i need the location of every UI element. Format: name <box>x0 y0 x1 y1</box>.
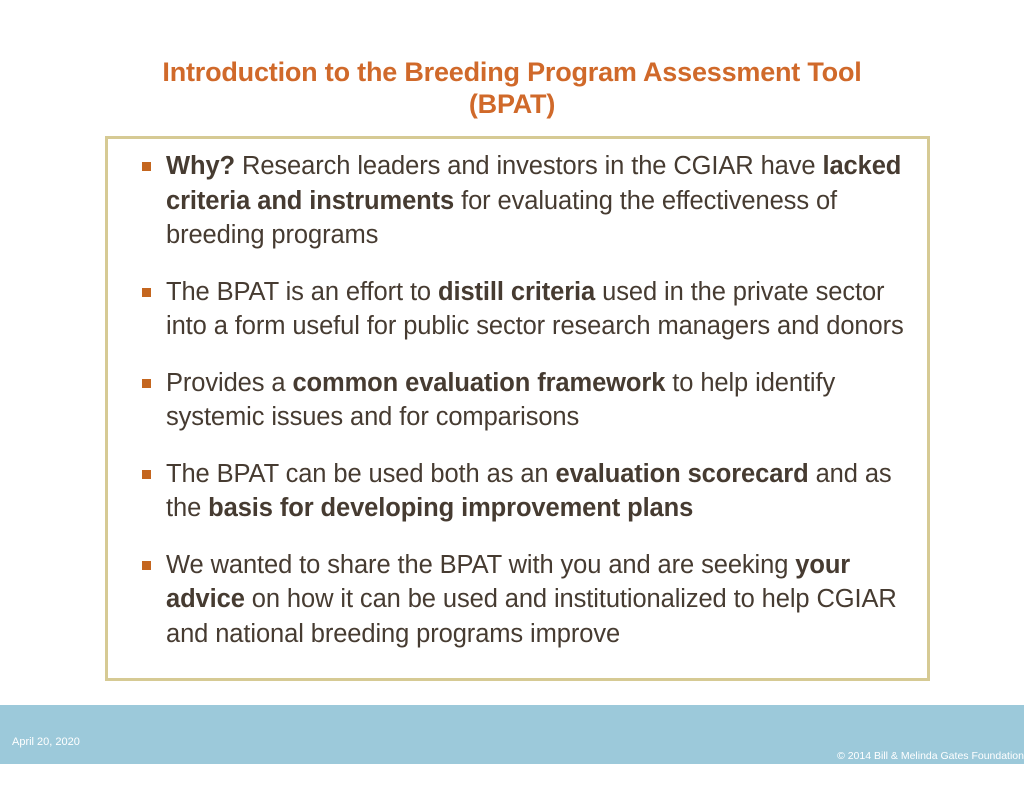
emphasis-text: common evaluation framework <box>292 368 666 397</box>
bullet-square-icon <box>142 288 151 297</box>
emphasis-text: lacked criteria and instruments <box>166 152 902 215</box>
list-item <box>126 149 913 253</box>
list-item-text <box>166 460 892 523</box>
emphasis-text: distill criteria <box>438 277 596 306</box>
body-text: and as the <box>166 459 892 522</box>
body-text: on how it can be used and institutionalized to help CGIAR and national breeding programs improve <box>166 585 897 648</box>
list-item <box>126 275 913 344</box>
emphasis-text: Why? <box>166 152 236 180</box>
page-title-line-2: (BPAT) <box>468 89 556 119</box>
body-text: Provides a <box>166 368 293 397</box>
body-text: We wanted to share the BPAT with you and are seeking <box>166 550 796 579</box>
bullet-square-icon <box>142 162 151 171</box>
list-item-text <box>166 278 904 341</box>
body-text: The BPAT can be used both as an <box>166 459 556 488</box>
footer-copyright-text: © 2014 Bill & Melinda Gates Foundation <box>837 750 1024 762</box>
footer-slide-number: 0 <box>837 778 843 790</box>
page-title-line-1: Introduction to the Breeding Program Assessment Tool <box>162 57 862 87</box>
footer-copyright <box>820 735 1024 805</box>
list-item <box>126 548 913 652</box>
emphasis-text: basis for developing improvement plans <box>208 494 694 522</box>
body-text: for evaluating the effectiveness of breeding programs <box>166 186 838 249</box>
body-text: Research leaders and investors in the CGIAR have <box>235 152 823 180</box>
body-text: used in the private sector into a form useful for public sector research managers and donors <box>166 277 904 340</box>
emphasis-text: evaluation scorecard <box>555 459 809 488</box>
content-box <box>105 136 930 681</box>
bullet-square-icon <box>142 379 151 388</box>
footer-date: April 20, 2020 <box>12 736 80 748</box>
list-item-text <box>166 551 897 648</box>
body-text: to help identify systemic issues and for comparisons <box>166 368 836 431</box>
list-item-text <box>166 369 835 432</box>
body-text: The BPAT is an effort to <box>166 277 438 306</box>
bullet-list <box>126 149 913 651</box>
list-item-text <box>166 152 901 249</box>
page-title <box>100 56 924 120</box>
list-item <box>126 457 913 526</box>
footer-band <box>0 705 1024 790</box>
bullet-square-icon <box>142 470 151 479</box>
bullet-square-icon <box>142 561 151 570</box>
emphasis-text: your advice <box>166 550 851 613</box>
list-item <box>126 366 913 435</box>
footer-separator: | <box>843 764 846 776</box>
